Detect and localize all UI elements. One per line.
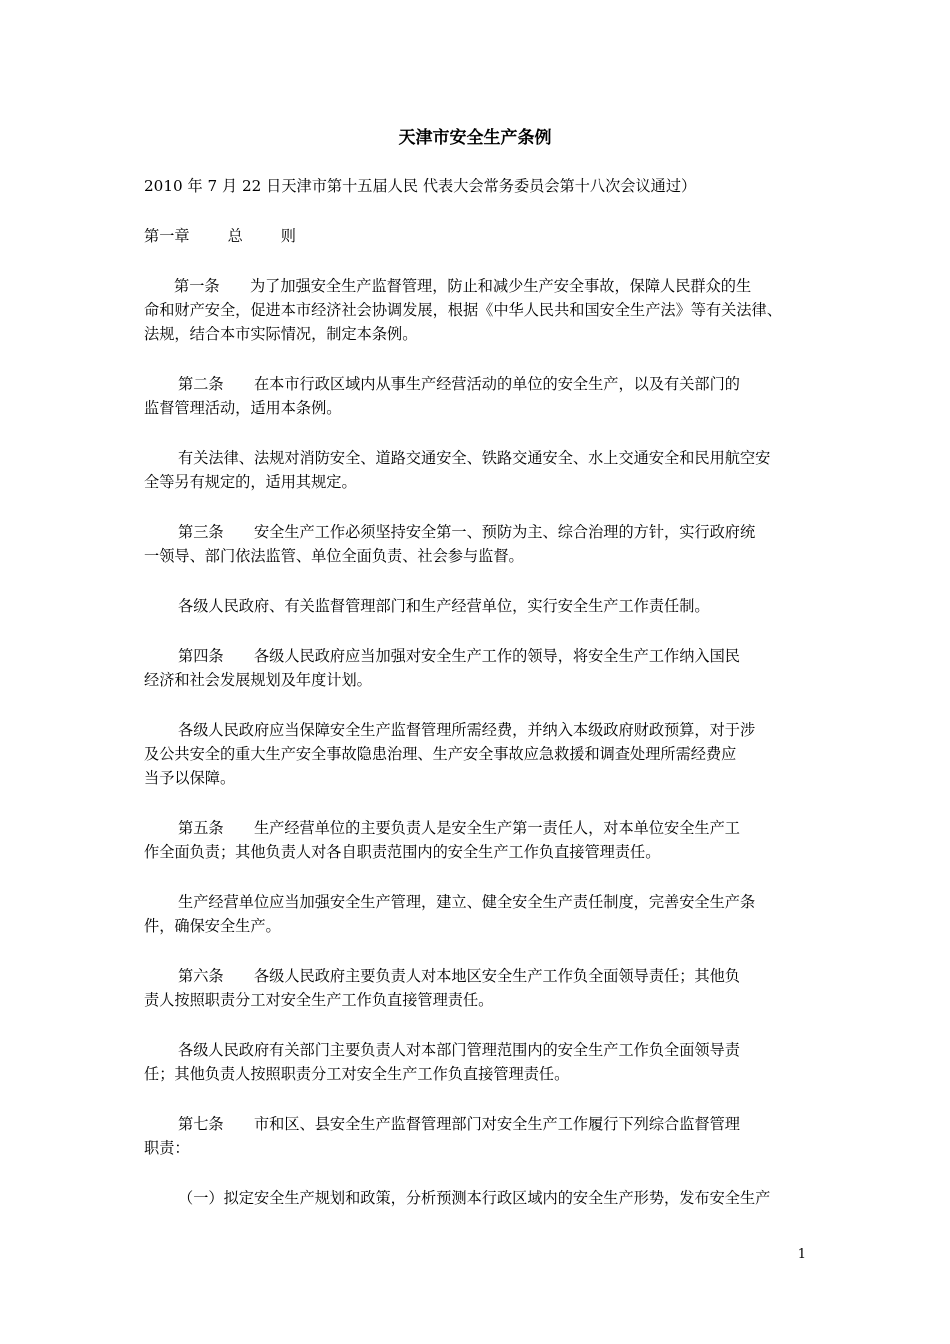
article-2-line-1: 第二条 在本市行政区域内从事生产经营活动的单位的安全生产，以及有关部门的 — [178, 375, 740, 393]
article-1-line-1: 第一条 为了加强安全生产监督管理，防止和减少生产安全事故，保障人民群众的生 — [174, 277, 752, 295]
article-2-para-2-line-2: 全等另有规定的，适用其规定。 — [144, 473, 357, 491]
chapter-name-part1: 总 — [227, 227, 243, 245]
article-4-line-1: 第四条 各级人民政府应当加强对安全生产工作的领导，将安全生产工作纳入国民 — [178, 647, 740, 665]
article-6-para-2-line-2: 任；其他负责人按照职责分工对安全生产工作负直接管理责任。 — [144, 1065, 570, 1083]
page-number: 1 — [797, 1247, 806, 1262]
adoption-note: 2010 年 7 月 22 日天津市第十五届人民 代表大会常务委员会第十八次会议通过） — [144, 177, 697, 195]
article-2-para-2-line-1: 有关法律、法规对消防安全、道路交通安全、铁路交通安全、水上交通安全和民用航空安 — [178, 449, 771, 467]
chapter-label: 第一章 — [144, 227, 190, 245]
article-7-item-1: （一）拟定安全生产规划和政策，分析预测本行政区域内的安全生产形势，发布安全生产 — [178, 1189, 771, 1207]
article-2-line-2: 监督管理活动，适用本条例。 — [144, 399, 342, 417]
article-1-line-2: 命和财产安全，促进本市经济社会协调发展，根据《中华人民共和国安全生产法》等有关法律、 — [144, 301, 782, 319]
article-6-line-1: 第六条 各级人民政府主要负责人对本地区安全生产工作负全面领导责任；其他负 — [178, 967, 740, 985]
article-5-line-1: 第五条 生产经营单位的主要负责人是安全生产第一责任人，对本单位安全生产工 — [178, 819, 740, 837]
article-3-line-2: 一领导、部门依法监管、单位全面负责、社会参与监督。 — [144, 547, 524, 565]
article-3-para-2: 各级人民政府、有关监督管理部门和生产经营单位，实行安全生产工作责任制。 — [178, 597, 710, 615]
article-5-line-2: 作全面负责；其他负责人对各自职责范围内的安全生产工作负直接管理责任。 — [144, 843, 661, 861]
article-1-line-3: 法规，结合本市实际情况，制定本条例。 — [144, 325, 418, 343]
article-7-line-1: 第七条 市和区、县安全生产监督管理部门对安全生产工作履行下列综合监督管理 — [178, 1115, 740, 1133]
article-4-para-2-line-1: 各级人民政府应当保障安全生产监督管理所需经费，并纳入本级政府财政预算，对于涉 — [178, 721, 756, 739]
article-6-line-2: 责人按照职责分工对安全生产工作负直接管理责任。 — [144, 991, 494, 1009]
article-6-para-2-line-1: 各级人民政府有关部门主要负责人对本部门管理范围内的安全生产工作负全面领导责 — [178, 1041, 740, 1059]
article-4-para-2-line-2: 及公共安全的重大生产安全事故隐患治理、生产安全事故应急救援和调查处理所需经费应 — [144, 745, 737, 763]
chapter-name-part2: 则 — [280, 227, 296, 245]
article-7-line-2: 职责： — [144, 1139, 190, 1157]
article-5-para-2-line-1: 生产经营单位应当加强安全生产管理，建立、健全安全生产责任制度，完善安全生产条 — [178, 893, 756, 911]
article-4-para-2-line-3: 当予以保障。 — [144, 769, 236, 787]
article-5-para-2-line-2: 件，确保安全生产。 — [144, 917, 281, 935]
article-3-line-1: 第三条 安全生产工作必须坚持安全第一、预防为主、综合治理的方针，实行政府统 — [178, 523, 756, 541]
chapter-heading — [144, 224, 824, 248]
article-4-line-2: 经济和社会发展规划及年度计划。 — [144, 671, 372, 689]
document-title: 天津市安全生产条例 — [398, 128, 552, 148]
